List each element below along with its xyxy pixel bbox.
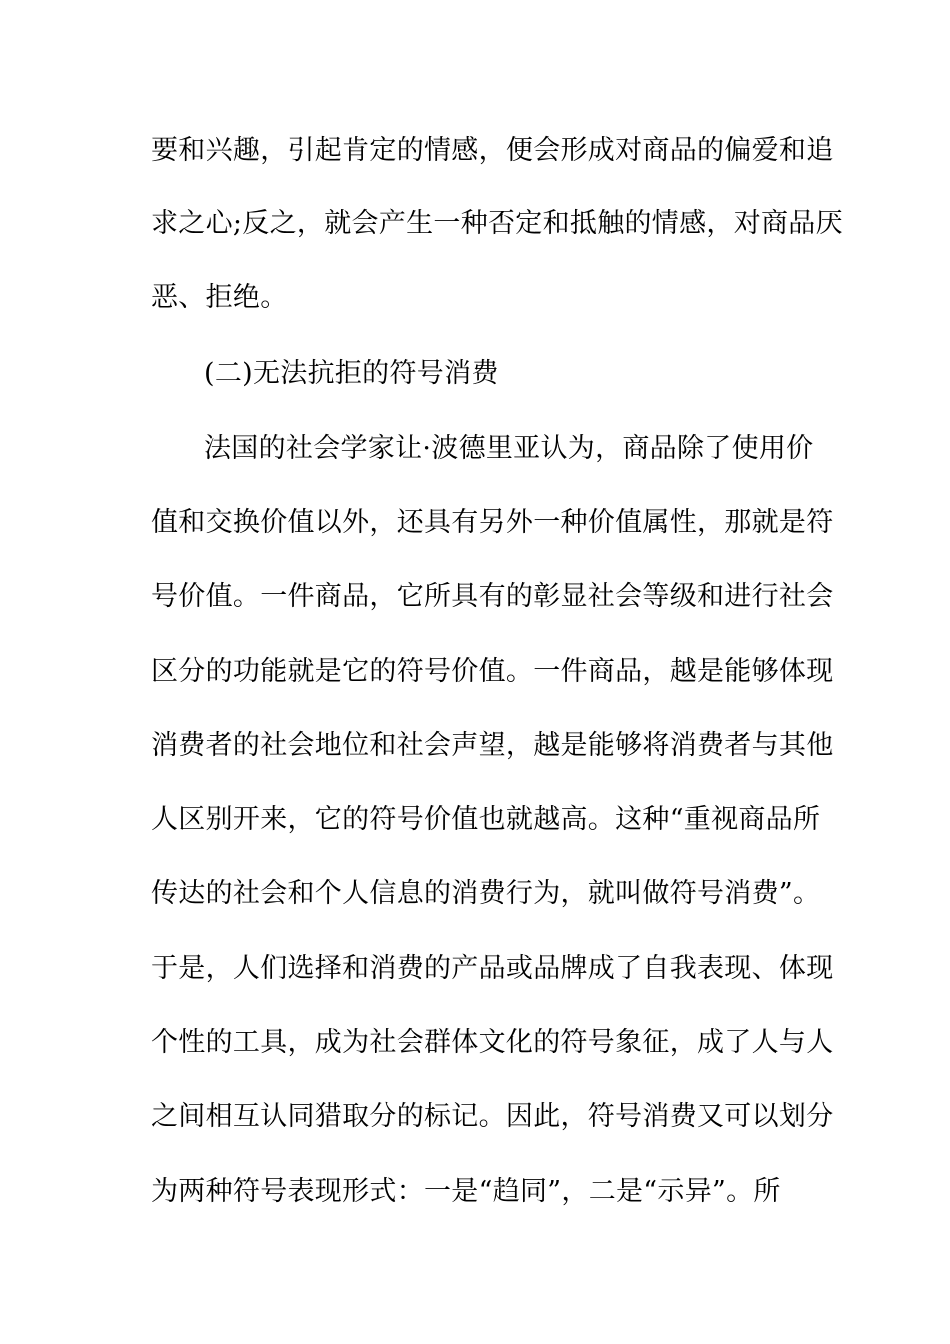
- paragraph-line: 要和兴趣，引起肯定的情感，便会形成对商品的偏爱和追: [151, 135, 834, 166]
- paragraph-line: 号价值。一件商品，它所具有的彰显社会等级和进行社会: [151, 581, 834, 612]
- paragraph-line: 传达的社会和个人信息的消费行为，就叫做符号消费”。: [151, 878, 821, 909]
- paragraph-line: 求之心;反之，就会产生一种否定和抵触的情感，对商品厌: [151, 208, 843, 239]
- paragraph-line: 法国的社会学家让·波德里亚认为，商品除了使用价: [204, 433, 814, 464]
- paragraph-line: 为两种符号表现形式：一是“趋同”，二是“示异”。所: [151, 1176, 781, 1207]
- paragraph-line: 值和交换价值以外，还具有另外一种价值属性，那就是符: [151, 507, 834, 538]
- paragraph-line: 个性的工具，成为社会群体文化的符号象征，成了人与人: [151, 1027, 834, 1058]
- paragraph-line: 之间相互认同猎取分的标记。因此，符号消费又可以划分: [151, 1101, 834, 1132]
- paragraph-line: 区分的功能就是它的符号价值。一件商品，越是能够体现: [151, 656, 834, 687]
- section-heading: (二)无法抗拒的符号消费: [204, 358, 499, 389]
- paragraph-line: 人区别开来，它的符号价值也就越高。这种“重视商品所: [151, 804, 821, 835]
- paragraph-line: 消费者的社会地位和社会声望，越是能够将消费者与其他: [151, 730, 834, 761]
- paragraph-line: 于是，人们选择和消费的产品或品牌成了自我表现、体现: [151, 953, 834, 984]
- paragraph-line: 恶、拒绝。: [151, 282, 288, 313]
